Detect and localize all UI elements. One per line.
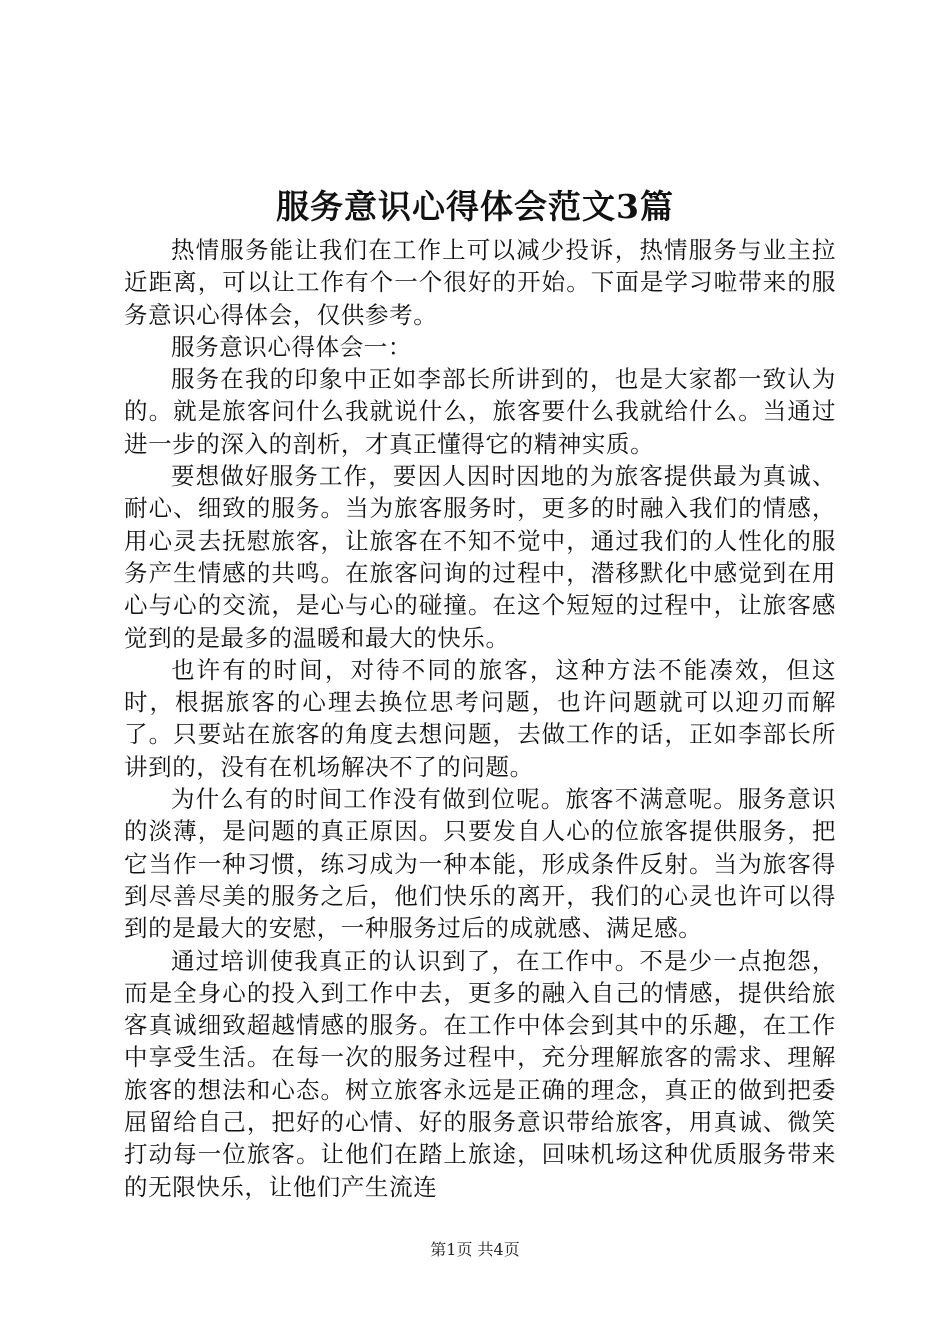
page-number-footer: 第1页 共4页 — [430, 1240, 520, 1259]
paragraph-intro: 热情服务能让我们在工作上可以减少投诉，热情服务与业主拉近距离，可以让工作有个一个很好的开始。下面是学习啦带来的服务意识心得体会，仅供参考。 — [124, 236, 836, 329]
paragraph: 服务在我的印象中正如李部长所讲到的，也是大家都一致认为的。就是旅客问什么我就说什么，旅客要什么我就给什么。当通过进一步的深入的剖析，才真正懂得它的精神实质。 — [124, 365, 836, 458]
paragraph: 通过培训使我真正的认识到了，在工作中。不是少一点抱怨，而是全身心的投入到工作中去，更多的融入自己的情感，提供给旅客真诚细致超越情感的服务。在工作中体会到其中的乐趣，在工作中享受生活。在每一次的服务过程中，充分理解旅客的需求、理解旅客的想法和心态。树立旅客永远是正确的理念，真正的做到把委屈留给自己，把好的心情、好的服务意识带给旅客，用真诚、微笑打动每一位旅客。让他们在踏上旅途，回味机场这种优质服务带来的无限快乐，让他们产生流连 — [124, 946, 836, 1201]
section-heading-one: 服务意识心得体会一： — [171, 332, 412, 361]
document-body — [124, 234, 836, 1203]
paragraph: 也许有的时间，对待不同的旅客，这种方法不能凑效，但这时，根据旅客的心理去换位思考问题，也许问题就可以迎刃而解了。只要站在旅客的角度去想问题，去做工作的话，正如李部长所讲到的，没有在机场解决不了的问题。 — [124, 655, 836, 781]
paragraph: 为什么有的时间工作没有做到位呢。旅客不满意呢。服务意识的淡薄，是问题的真正原因。只要发自人心的位旅客提供服务，把它当作一种习惯，练习成为一种本能，形成条件反射。当为旅客得到尽善尽美的服务之后，他们快乐的离开，我们的心灵也许可以得到的是最大的安慰，一种服务过后的成就感、满足感。 — [124, 785, 836, 943]
document-title: 服务意识心得体会范文3篇 — [276, 187, 674, 226]
paragraph: 要想做好服务工作，要因人因时因地的为旅客提供最为真诚、耐心、细致的服务。当为旅客服务时，更多的时融入我们的情感，用心灵去抚慰旅客，让旅客在不知不觉中，通过我们的人性化的服务产生情感的共鸣。在旅客问询的过程中，潜移默化中感觉到在用心与心的交流，是心与心的碰撞。在这个短短的过程中，让旅客感觉到的是最多的温暖和最大的快乐。 — [124, 462, 836, 652]
